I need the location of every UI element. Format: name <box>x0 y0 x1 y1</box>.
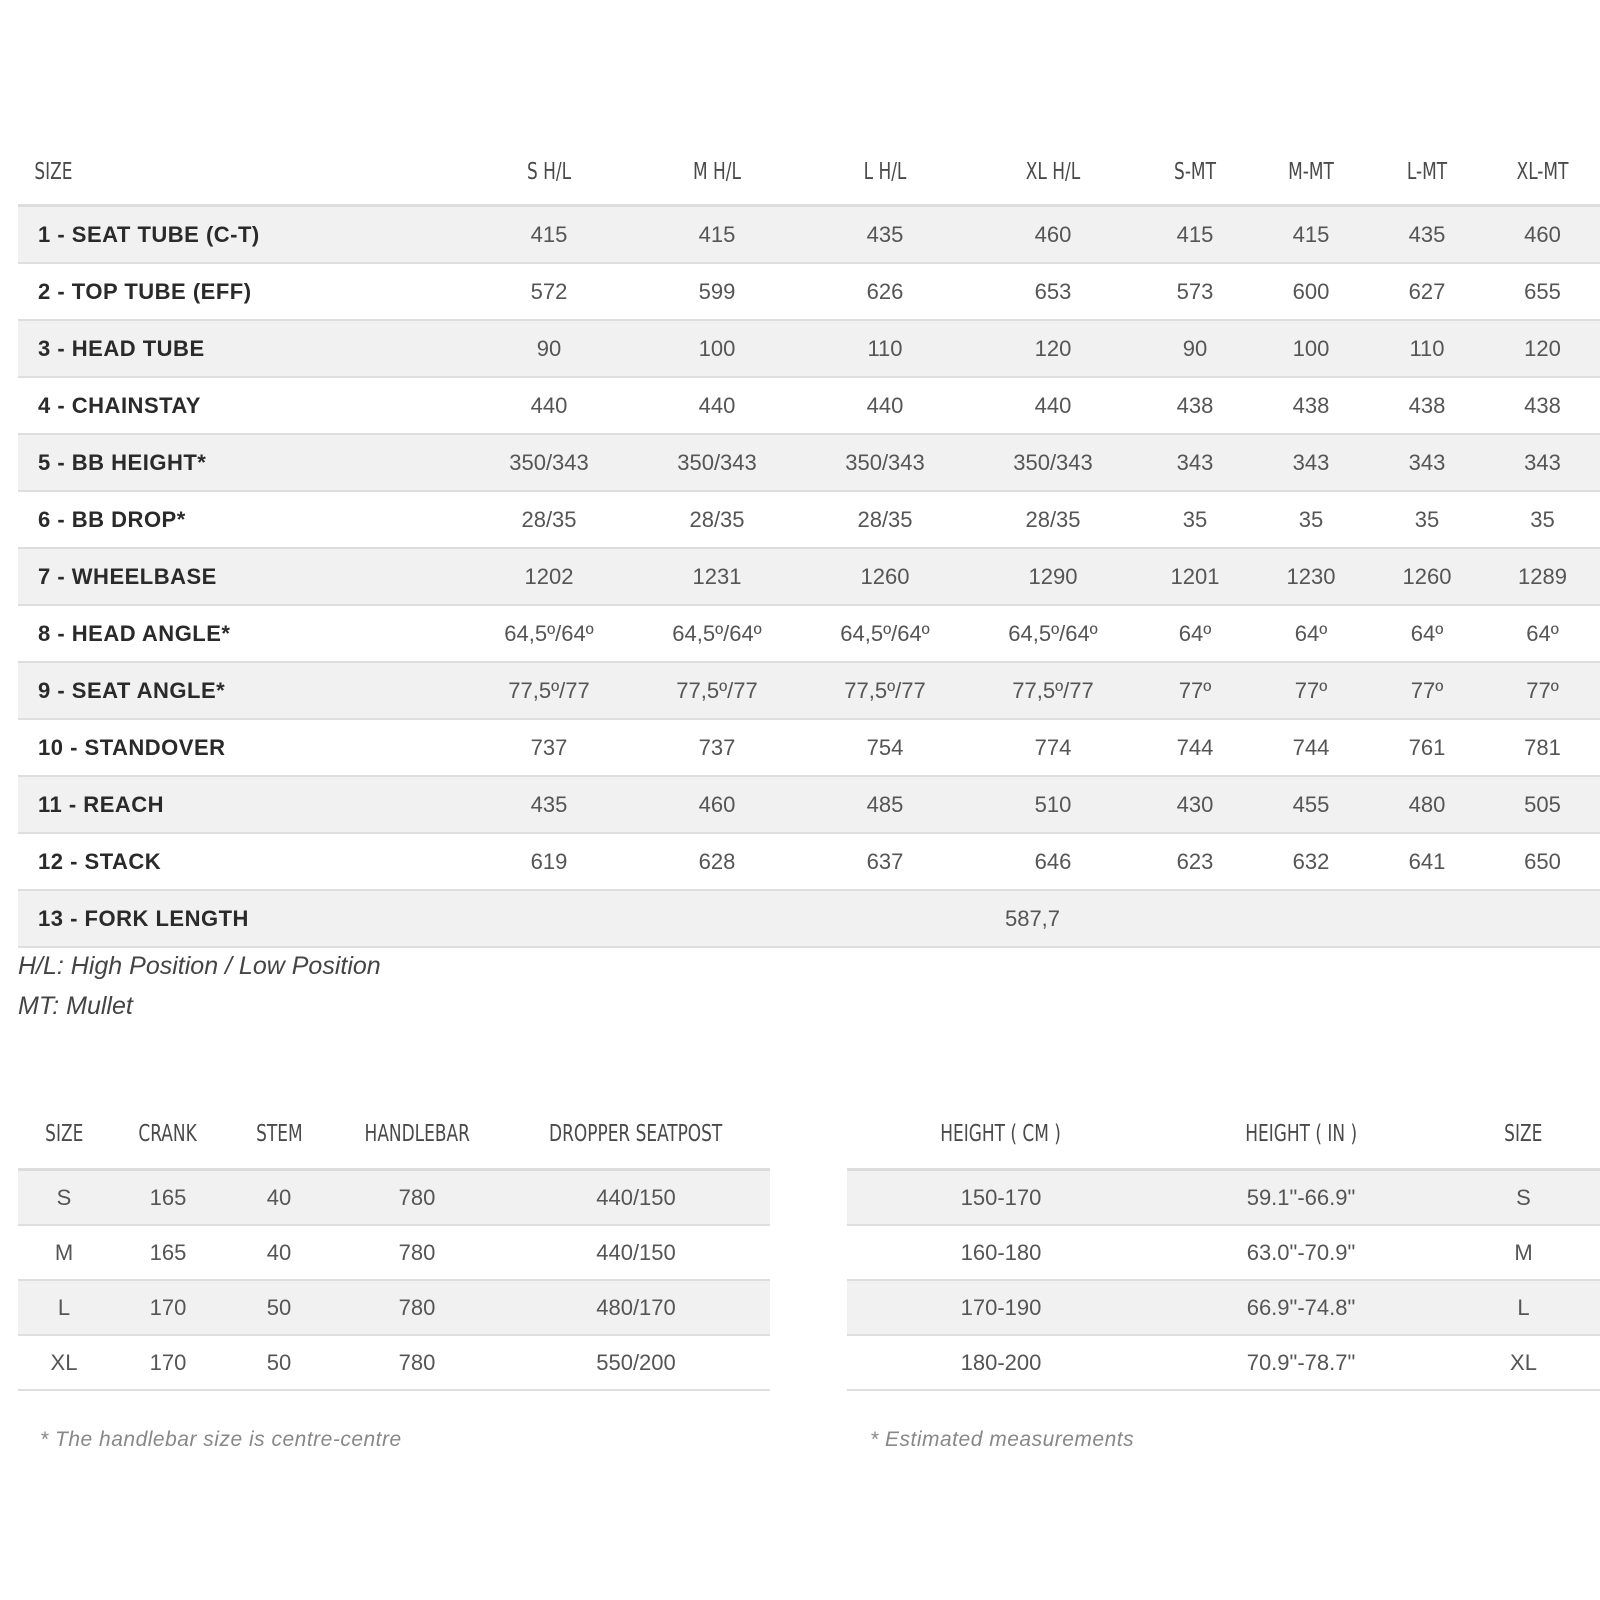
geometry-cell: 100 <box>1253 320 1369 377</box>
geometry-cell: 1260 <box>1369 548 1485 605</box>
geometry-cell: 650 <box>1485 833 1600 890</box>
components-header-handlebar: HANDLEBAR <box>332 1100 502 1170</box>
geometry-cell: 599 <box>633 263 801 320</box>
geometry-cell: 440 <box>633 377 801 434</box>
geometry-row-label: 3 - HEAD TUBE <box>18 320 465 377</box>
geometry-row <box>18 206 1600 264</box>
geometry-row <box>18 719 1600 776</box>
sizing-table <box>847 1100 1600 1391</box>
geometry-cell: 655 <box>1485 263 1600 320</box>
geometry-cell: 350/343 <box>465 434 633 491</box>
sizing-header-height-in: HEIGHT ( IN ) <box>1155 1100 1447 1170</box>
sizing-header-size: SIZE <box>1447 1100 1600 1170</box>
geometry-cell: 781 <box>1485 719 1600 776</box>
geometry-row-label: 5 - BB HEIGHT* <box>18 434 465 491</box>
components-cell: 40 <box>226 1170 332 1226</box>
geometry-cell: 350/343 <box>633 434 801 491</box>
components-cell: 780 <box>332 1170 502 1226</box>
geometry-cell: 438 <box>1485 377 1600 434</box>
geometry-cell: 480 <box>1369 776 1485 833</box>
geometry-row <box>18 434 1600 491</box>
geometry-row-label: 9 - SEAT ANGLE* <box>18 662 465 719</box>
geometry-row <box>18 833 1600 890</box>
geometry-header-s-hl: S H/L <box>480 140 618 206</box>
geometry-row <box>18 320 1600 377</box>
geometry-cell: 28/35 <box>633 491 801 548</box>
geometry-cell: 455 <box>1253 776 1369 833</box>
sizing-body <box>847 1170 1600 1391</box>
geometry-cell: 1230 <box>1253 548 1369 605</box>
geometry-cell: 435 <box>801 206 969 264</box>
geometry-header-xl-hl: XL H/L <box>984 140 1122 206</box>
geometry-header-xl-mt: XL-MT <box>1495 140 1589 206</box>
geometry-cell: 460 <box>633 776 801 833</box>
geometry-row-label: 10 - STANDOVER <box>18 719 465 776</box>
geometry-header-size: SIZE <box>18 140 385 206</box>
geometry-cell: 1260 <box>801 548 969 605</box>
geometry-row-label: 11 - REACH <box>18 776 465 833</box>
geometry-cell: 460 <box>1485 206 1600 264</box>
geometry-header-l-mt: L-MT <box>1379 140 1474 206</box>
fork-length-value: 587,7 <box>465 890 1600 947</box>
geometry-cell: 64,5º/64º <box>801 605 969 662</box>
components-cell: S <box>18 1170 110 1226</box>
geometry-cell: 754 <box>801 719 969 776</box>
geometry-cell: 510 <box>969 776 1137 833</box>
note-mt: MT: Mullet <box>18 992 133 1020</box>
geometry-cell: 744 <box>1137 719 1253 776</box>
components-row <box>18 1335 770 1390</box>
geometry-row-label: 12 - STACK <box>18 833 465 890</box>
components-header-crank: CRANK <box>110 1100 226 1170</box>
geometry-cell: 627 <box>1369 263 1485 320</box>
geometry-cell: 1201 <box>1137 548 1253 605</box>
components-cell: 40 <box>226 1225 332 1280</box>
geometry-cell: 460 <box>969 206 1137 264</box>
sizing-row <box>847 1170 1600 1226</box>
geometry-row-label: 4 - CHAINSTAY <box>18 377 465 434</box>
geometry-cell: 415 <box>1137 206 1253 264</box>
geometry-cell: 600 <box>1253 263 1369 320</box>
geometry-cell: 77,5º/77 <box>465 662 633 719</box>
geometry-cell: 77,5º/77 <box>801 662 969 719</box>
geometry-cell: 64,5º/64º <box>633 605 801 662</box>
geometry-cell: 35 <box>1137 491 1253 548</box>
components-header-size: SIZE <box>18 1100 110 1170</box>
components-header-row <box>18 1100 770 1170</box>
geometry-cell: 1231 <box>633 548 801 605</box>
components-cell: 170 <box>110 1335 226 1390</box>
geometry-cell: 637 <box>801 833 969 890</box>
sizing-header-row <box>847 1100 1600 1170</box>
components-cell: 165 <box>110 1225 226 1280</box>
sizing-cell: L <box>1447 1280 1600 1335</box>
geometry-cell: 761 <box>1369 719 1485 776</box>
geometry-cell: 110 <box>1369 320 1485 377</box>
sizing-cell: M <box>1447 1225 1600 1280</box>
geometry-cell: 415 <box>465 206 633 264</box>
geometry-cell: 343 <box>1137 434 1253 491</box>
geometry-cell: 1289 <box>1485 548 1600 605</box>
geometry-cell: 77º <box>1253 662 1369 719</box>
geometry-cell: 438 <box>1137 377 1253 434</box>
sizing-row <box>847 1280 1600 1335</box>
geometry-table <box>18 140 1600 948</box>
geometry-cell: 77º <box>1485 662 1600 719</box>
components-row <box>18 1170 770 1226</box>
sizing-row <box>847 1225 1600 1280</box>
geometry-cell: 653 <box>969 263 1137 320</box>
sizing-cell: 170-190 <box>847 1280 1155 1335</box>
geometry-cell: 435 <box>1369 206 1485 264</box>
geometry-cell: 77,5º/77 <box>633 662 801 719</box>
geometry-cell: 90 <box>1137 320 1253 377</box>
geometry-cell: 628 <box>633 833 801 890</box>
geometry-cell: 64º <box>1369 605 1485 662</box>
geometry-header-row <box>18 140 1600 206</box>
components-cell: 165 <box>110 1170 226 1226</box>
geometry-row-label: 7 - WHEELBASE <box>18 548 465 605</box>
geometry-header-m-mt: M-MT <box>1263 140 1358 206</box>
components-cell: 780 <box>332 1225 502 1280</box>
sizing-cell: 180-200 <box>847 1335 1155 1390</box>
geometry-row-label: 2 - TOP TUBE (EFF) <box>18 263 465 320</box>
geometry-cell: 415 <box>1253 206 1369 264</box>
geometry-cell: 440 <box>801 377 969 434</box>
geometry-cell: 438 <box>1253 377 1369 434</box>
components-header-stem: STEM <box>226 1100 332 1170</box>
components-header-dropper: DROPPER SEATPOST <box>502 1100 770 1170</box>
sizing-cell: 63.0"-70.9" <box>1155 1225 1447 1280</box>
geometry-cell: 430 <box>1137 776 1253 833</box>
geometry-cell: 350/343 <box>969 434 1137 491</box>
geometry-row-label: 8 - HEAD ANGLE* <box>18 605 465 662</box>
geometry-cell: 641 <box>1369 833 1485 890</box>
geometry-cell: 632 <box>1253 833 1369 890</box>
geometry-cell: 573 <box>1137 263 1253 320</box>
components-cell: L <box>18 1280 110 1335</box>
geometry-cell: 120 <box>969 320 1137 377</box>
geometry-row <box>18 491 1600 548</box>
geometry-row-label: 1 - SEAT TUBE (C-T) <box>18 206 465 264</box>
geometry-cell: 626 <box>801 263 969 320</box>
geometry-cell: 1290 <box>969 548 1137 605</box>
components-row <box>18 1225 770 1280</box>
sizing-cell: XL <box>1447 1335 1600 1390</box>
geometry-cell: 35 <box>1485 491 1600 548</box>
components-cell: 440/150 <box>502 1170 770 1226</box>
components-cell: 780 <box>332 1335 502 1390</box>
geometry-cell: 77º <box>1369 662 1485 719</box>
components-row <box>18 1280 770 1335</box>
note-hl: H/L: High Position / Low Position <box>18 952 381 980</box>
geometry-row <box>18 548 1600 605</box>
geometry-cell: 90 <box>465 320 633 377</box>
geometry-row <box>18 776 1600 833</box>
components-cell: 170 <box>110 1280 226 1335</box>
geometry-cell: 415 <box>633 206 801 264</box>
geometry-cell: 110 <box>801 320 969 377</box>
components-cell: 780 <box>332 1280 502 1335</box>
geometry-cell: 440 <box>969 377 1137 434</box>
geometry-cell: 28/35 <box>465 491 633 548</box>
components-cell: 550/200 <box>502 1335 770 1390</box>
sizing-row <box>847 1335 1600 1390</box>
components-cell: XL <box>18 1335 110 1390</box>
sizing-cell: 66.9"-74.8" <box>1155 1280 1447 1335</box>
geometry-cell: 120 <box>1485 320 1600 377</box>
geometry-row-label: 6 - BB DROP* <box>18 491 465 548</box>
geometry-row-label: 13 - FORK LENGTH <box>18 890 465 947</box>
geometry-row <box>18 662 1600 719</box>
geometry-cell: 64º <box>1485 605 1600 662</box>
geometry-body <box>18 206 1600 948</box>
components-body <box>18 1170 770 1391</box>
components-cell: 50 <box>226 1335 332 1390</box>
geometry-row <box>18 263 1600 320</box>
geometry-cell: 35 <box>1369 491 1485 548</box>
geometry-cell: 28/35 <box>801 491 969 548</box>
geometry-cell: 623 <box>1137 833 1253 890</box>
sizing-header-height-cm: HEIGHT ( CM ) <box>847 1100 1155 1170</box>
geometry-cell: 343 <box>1485 434 1600 491</box>
sizing-cell: S <box>1447 1170 1600 1226</box>
geometry-cell: 343 <box>1369 434 1485 491</box>
components-table <box>18 1100 770 1391</box>
geometry-cell: 737 <box>465 719 633 776</box>
sizing-footnote: * Estimated measurements <box>870 1428 1135 1451</box>
components-cell: 50 <box>226 1280 332 1335</box>
geometry-cell: 744 <box>1253 719 1369 776</box>
geometry-cell: 64,5º/64º <box>969 605 1137 662</box>
geometry-cell: 343 <box>1253 434 1369 491</box>
geometry-cell: 646 <box>969 833 1137 890</box>
geometry-cell: 1202 <box>465 548 633 605</box>
geometry-cell: 438 <box>1369 377 1485 434</box>
sizing-cell: 59.1"-66.9" <box>1155 1170 1447 1226</box>
geometry-row-fork <box>18 890 1600 947</box>
geometry-cell: 505 <box>1485 776 1600 833</box>
geometry-cell: 440 <box>465 377 633 434</box>
geometry-cell: 64º <box>1137 605 1253 662</box>
geometry-cell: 350/343 <box>801 434 969 491</box>
geometry-cell: 485 <box>801 776 969 833</box>
geometry-cell: 77º <box>1137 662 1253 719</box>
geometry-cell: 77,5º/77 <box>969 662 1137 719</box>
geometry-header-s-mt: S-MT <box>1147 140 1242 206</box>
geometry-cell: 737 <box>633 719 801 776</box>
sizing-cell: 150-170 <box>847 1170 1155 1226</box>
geometry-cell: 619 <box>465 833 633 890</box>
geometry-cell: 64º <box>1253 605 1369 662</box>
components-cell: 440/150 <box>502 1225 770 1280</box>
geometry-header-l-hl: L H/L <box>816 140 954 206</box>
components-cell: 480/170 <box>502 1280 770 1335</box>
components-cell: M <box>18 1225 110 1280</box>
geometry-row <box>18 605 1600 662</box>
geometry-cell: 572 <box>465 263 633 320</box>
components-footnote: * The handlebar size is centre-centre <box>40 1428 402 1451</box>
geometry-cell: 64,5º/64º <box>465 605 633 662</box>
geometry-cell: 435 <box>465 776 633 833</box>
geometry-row <box>18 377 1600 434</box>
geometry-cell: 35 <box>1253 491 1369 548</box>
geometry-cell: 100 <box>633 320 801 377</box>
sizing-cell: 160-180 <box>847 1225 1155 1280</box>
geometry-cell: 774 <box>969 719 1137 776</box>
geometry-cell: 28/35 <box>969 491 1137 548</box>
geometry-header-m-hl: M H/L <box>648 140 786 206</box>
sizing-cell: 70.9"-78.7" <box>1155 1335 1447 1390</box>
